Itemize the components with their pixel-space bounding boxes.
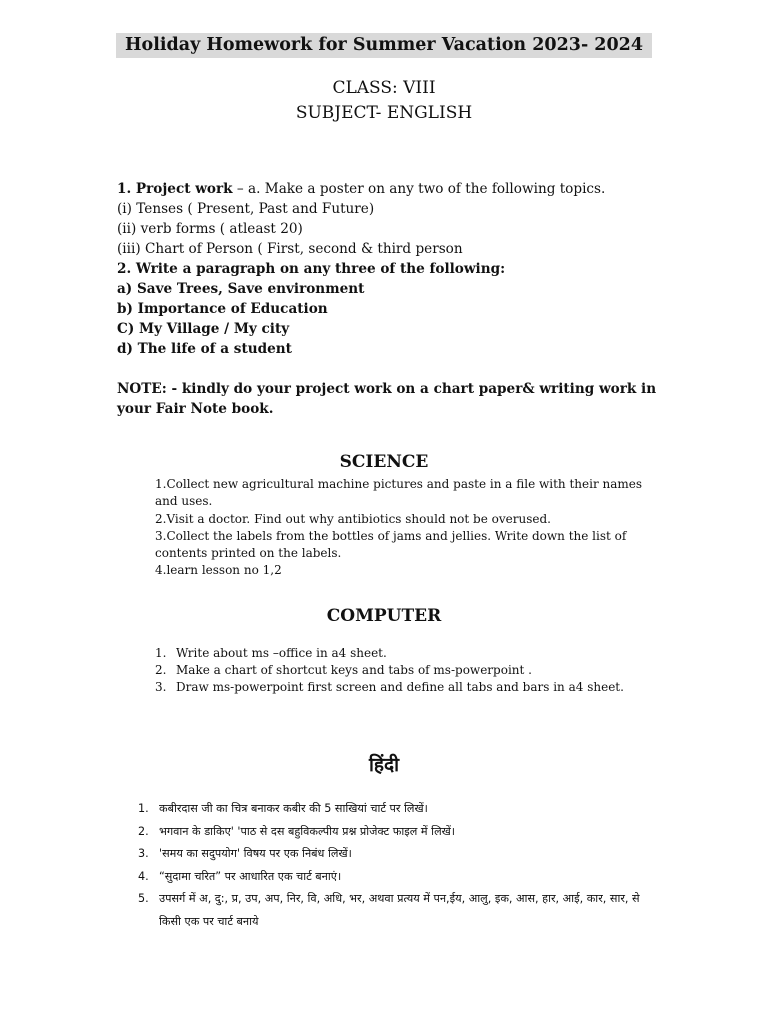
topic-item: (ii) verb forms ( atleast 20) — [117, 221, 303, 237]
science-item: 1.Collect new agricultural machine pictures and paste in a file with their names and uses. — [155, 477, 643, 509]
paragraph-topic: a) Save Trees, Save environment — [117, 281, 365, 297]
item-text: उपसर्ग में अ, दु:, प्र, उप, अप, निर, वि, अधि, भर, अथवा प्रत्यय में पन,ईय, आलु, इक, आस, हार, आई, कार, सार, से किसी एक पर चार्ट बनाये — [159, 892, 640, 928]
page-title: Holiday Homework for Summer Vacation 2023- 2024 — [116, 33, 652, 58]
hindi-heading: हिंदी — [368, 754, 400, 776]
item-text: “सुदामा चरित” पर आधारित एक चार्ट बनाएं। — [159, 869, 342, 883]
computer-heading: COMPUTER — [326, 606, 442, 626]
computer-item — [155, 679, 645, 696]
item-text: भगवान के डाकिए' 'पाठ से दस बहुविकल्पीय प्रश्न प्रोजेक्ट फाइल में लिखें। — [159, 824, 456, 838]
item-text: कबीरदास जी का चित्र बनाकर कबीर की 5 साखियां चार्ट पर लिखें। — [159, 802, 428, 815]
item-number: 3. — [138, 847, 149, 860]
item-number: 5. — [138, 892, 149, 905]
science-list — [155, 476, 645, 580]
project-work-text: – a. Make a poster on any two of the following topics. — [232, 181, 606, 197]
english-note: NOTE: - kindly do your project work on a chart paper& writing work in your Fair Note book. — [117, 381, 657, 417]
item-number: 4. — [138, 869, 149, 883]
computer-item — [155, 662, 645, 679]
hindi-item — [138, 821, 648, 844]
item-number: 2. — [138, 824, 149, 838]
item-text: Draw ms-powerpoint first screen and define all tabs and bars in a4 sheet. — [176, 680, 624, 694]
science-item: 2.Visit a doctor. Find out why antibiotics should not be overused. — [155, 511, 551, 526]
item-number: 1. — [138, 802, 149, 815]
project-work-line — [117, 179, 657, 199]
item-number: 3. — [155, 680, 167, 694]
paragraph-topic: b) Importance of Education — [117, 301, 328, 317]
paragraph-heading: 2. Write a paragraph on any three of the following: — [117, 261, 506, 277]
topic-item: (iii) Chart of Person ( First, second & third person — [117, 241, 463, 257]
science-heading: SCIENCE — [339, 452, 429, 472]
science-item: 3.Collect the labels from the bottles of jams and jellies. Write down the list of contents printed on the labels. — [155, 528, 627, 561]
computer-item — [155, 645, 645, 662]
item-number: 2. — [155, 663, 167, 677]
item-text: Write about ms –office in a4 sheet. — [176, 646, 387, 660]
english-section — [117, 179, 657, 419]
hindi-list — [138, 798, 648, 933]
project-work-label: 1. Project work — [117, 181, 233, 197]
subject-line: SUBJECT- ENGLISH — [295, 103, 473, 123]
paragraph-topic: d) The life of a student — [117, 341, 292, 357]
class-line: CLASS: VIII — [332, 78, 436, 98]
topic-item: (i) Tenses ( Present, Past and Future) — [117, 201, 375, 217]
item-text: 'समय का सदुपयोग' विषय पर एक निबंध लिखें। — [159, 847, 352, 860]
item-text: Make a chart of shortcut keys and tabs of ms-powerpoint . — [176, 663, 532, 677]
hindi-item — [138, 843, 648, 866]
science-item: 4.learn lesson no 1,2 — [155, 563, 282, 578]
hindi-item — [138, 866, 648, 889]
hindi-item — [138, 798, 648, 821]
item-number: 1. — [155, 646, 167, 660]
hindi-item — [138, 888, 648, 933]
computer-list — [155, 645, 645, 696]
paragraph-topic: C) My Village / My city — [117, 321, 290, 337]
